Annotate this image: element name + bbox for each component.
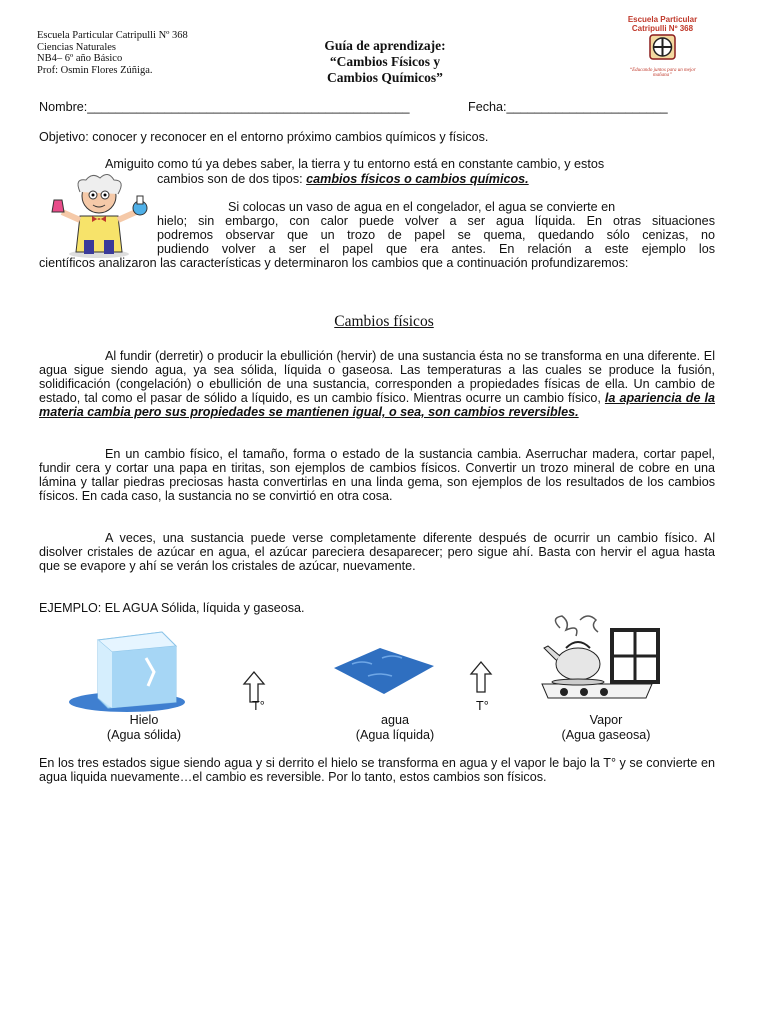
date-field[interactable]: Fecha:_______________________ <box>468 100 668 114</box>
conclusion: En los tres estados sigue siendo agua y si derrito el hielo se transforma en agua y el vapor le bajo la T° y se convierte en agua liquida nuevamente…el cambio es reversible. Por lo tanto, estos cambios son físicos. <box>39 756 715 784</box>
title-line-2: “Cambios Físicos y <box>329 54 441 69</box>
subject: Ciencias Naturales <box>37 41 117 53</box>
school-info <box>37 30 188 76</box>
name-field[interactable]: Nombre:______________________________________________ <box>39 100 410 114</box>
state-gas-caption: (Agua gaseosa) <box>561 728 651 742</box>
school-logo <box>620 15 705 80</box>
intro-p2-line-1: Si colocas un vaso de agua en el congelador, el agua se convierte en <box>228 200 616 214</box>
temperature-label-2: T° <box>476 699 489 713</box>
paragraph-fusion <box>39 349 715 419</box>
paragraph-examples: En un cambio físico, el tamaño, forma o estado de la sustancia cambia. Aserruchar madera, cortar papel, fundir cera y cortar una papa en tiritas, son ejemplos de cambios físicos. Convertir un trozo mineral de cobre en una lámina y tallar piedras preciosas hasta convertirlas en una linda gema, son ejemplos de los resultados de los cambios físicos. En cada caso, la sustancia no se convirtió en otra cosa. <box>39 447 715 503</box>
title-line-3: Cambios Químicos” <box>327 70 443 85</box>
logo-line-2: Catripulli Nº 368 <box>631 24 694 33</box>
intro-line-1: Amiguito como tú ya debes saber, la tierra y tu entorno está en constante cambio, y estos <box>105 157 605 171</box>
paragraph-fusion-text: Al fundir (derretir) o producir la ebullición (hervir) de una sustancia ésta no se transforma en una diferente. El agua sigue siendo agua, ya sea sólida, líquida o gaseosa. Las temperaturas a las cuales se produce la fusión, solidificación (congelación) o ebullición de una sustancia, corresponden a propiedades físicas de ella. Un cambio de estado, tal como el pasar de sólido a líquido, es un cambio físico. Mientras ocurre un cambio físico, <box>39 349 715 405</box>
intro-p2-line-2: hielo; sin embargo, con calor puede volver a ser agua líquida. En otras situaciones <box>157 214 715 228</box>
arrow-up-icon <box>469 660 493 694</box>
teacher: Prof: Osmin Flores Zúñiga. <box>37 64 153 76</box>
paragraph-sugar: A veces, una sustancia puede verse completamente diferente después de ocurrir un cambio físico. Al disolver cristales de azúcar en agua, el azúcar pareciera desaparecer; pero sigue ahí. Basta con hervir el agua hasta que se evapore y ahí se verán los cristales de azúcar, nuevamente. <box>39 531 715 573</box>
water-surface-icon <box>332 646 436 696</box>
intro-emphasis: cambios físicos o cambios químicos. <box>306 172 529 186</box>
state-solid-caption: (Agua sólida) <box>106 728 182 742</box>
state-solid-name: Hielo <box>129 713 159 727</box>
example-title: EJEMPLO: EL AGUA Sólida, líquida y gaseosa. <box>39 601 305 615</box>
temperature-label-1: T° <box>252 699 265 713</box>
logo-line-1: Escuela Particular <box>627 15 698 24</box>
state-gas-name: Vapor <box>589 713 623 727</box>
title-line-1: Guía de aprendizaje: <box>324 38 446 53</box>
state-liquid-caption: (Agua líquida) <box>355 728 435 742</box>
intro-line-2 <box>157 172 721 186</box>
logo-emblem-icon <box>620 33 705 69</box>
paragraph-fusion-emphasis: la apariencia de la materia cambia pero sus propiedades se mantienen igual, o sea, son cambios reversibles. <box>39 391 715 419</box>
intro-p2-line-3: podremos observar que un trozo de papel se quema, quedando sólo cenizas, no <box>157 228 715 242</box>
state-solid <box>94 713 194 727</box>
scientist-illustration-icon <box>48 170 150 260</box>
ice-cube-icon <box>68 628 186 716</box>
section-title: Cambios físicos <box>334 313 434 330</box>
intro-p2-tail: científicos analizaron las características y determinaron los cambios que a continuación profundizaremos: <box>39 256 629 270</box>
document-title <box>290 38 480 86</box>
intro-p2-line-4: pudiendo volver a ser el papel que era antes. En relación a este ejemplo los <box>157 242 715 256</box>
logo-motto: “Educando juntos para un mejor mañana” <box>629 68 696 78</box>
objective: Objetivo: conocer y reconocer en el entorno próximo cambios químicos y físicos. <box>39 130 489 144</box>
grade: NB4– 6º año Básico <box>37 53 123 64</box>
boiling-kettle-icon <box>540 614 664 708</box>
school-name: Escuela Particular Catripulli Nº 368 <box>37 30 188 41</box>
intro-text: cambios son de dos tipos: <box>157 172 307 186</box>
state-liquid-name: agua <box>380 713 410 727</box>
